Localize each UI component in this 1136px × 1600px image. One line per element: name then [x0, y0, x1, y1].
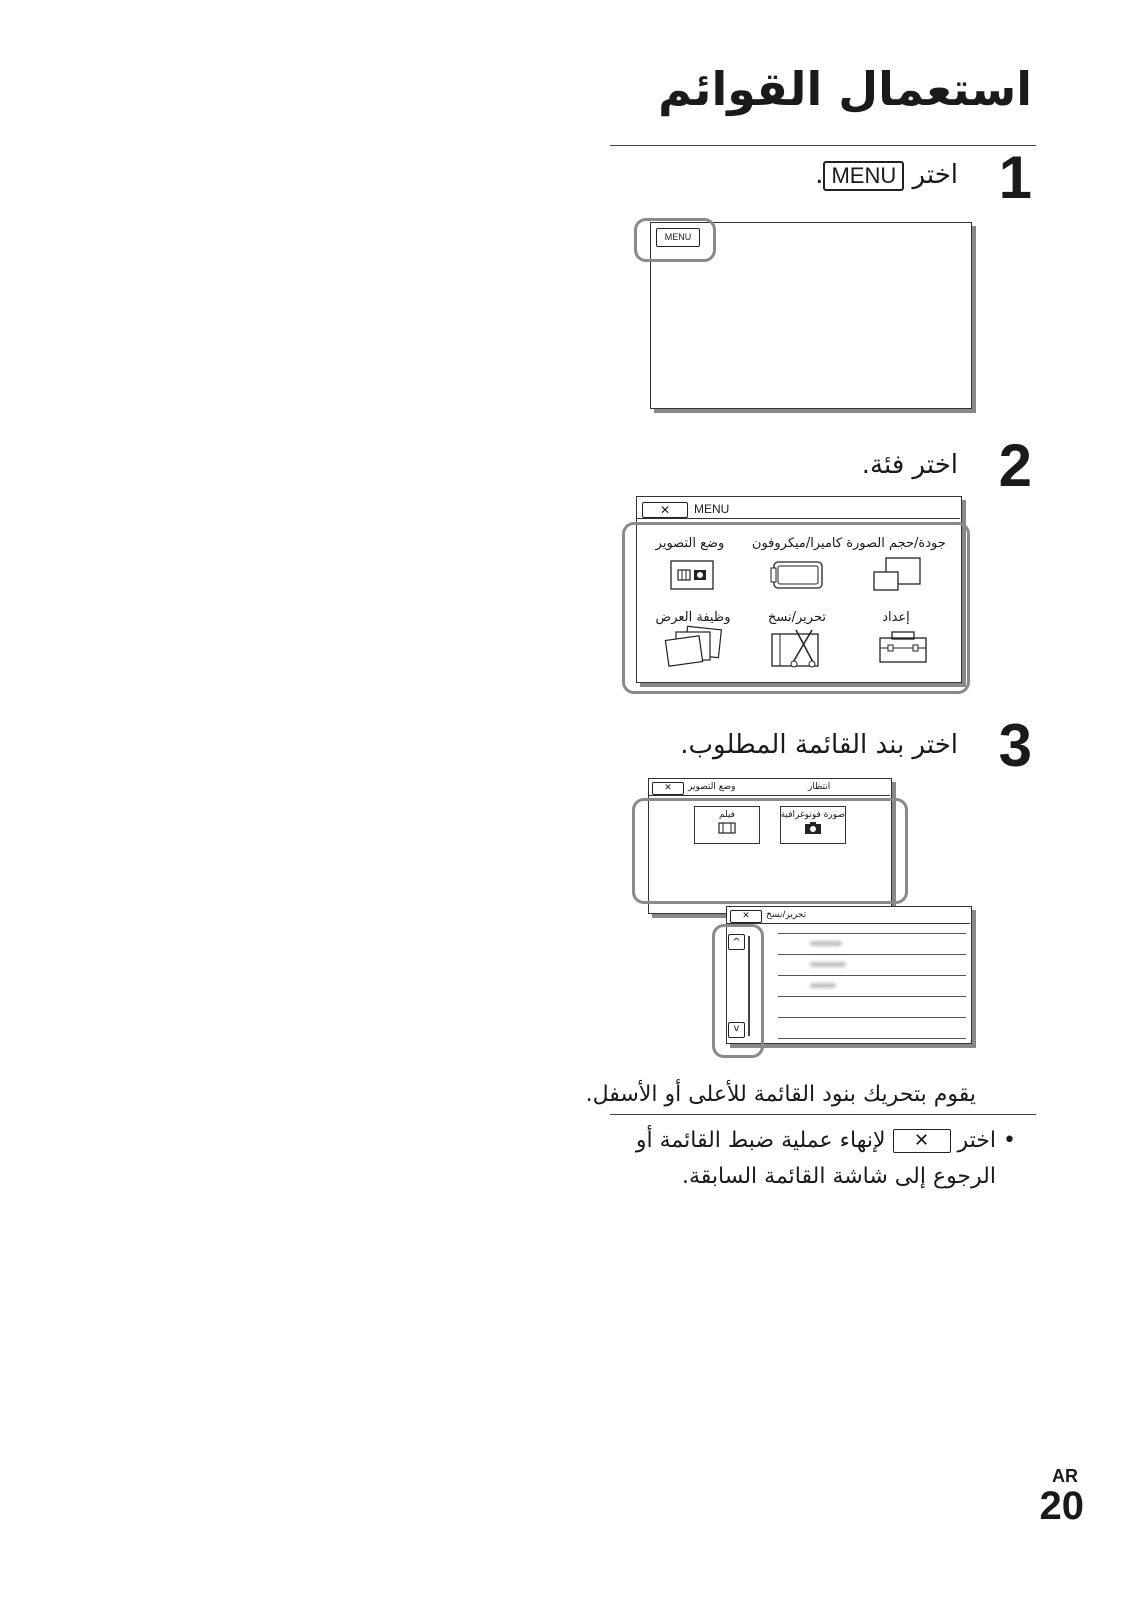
step3-number: 3 — [998, 712, 1032, 779]
list-divider — [778, 996, 966, 997]
screen-a-header — [649, 779, 890, 796]
step3-text: اختر بند القائمة المطلوب. — [680, 730, 958, 760]
screen-a-close-button[interactable]: ✕ — [652, 782, 684, 795]
list-item-blurred[interactable] — [810, 983, 836, 988]
category-setup-label: إعداد — [882, 610, 910, 625]
step2-text: اختر فئة. — [861, 450, 958, 480]
note-rule — [610, 1114, 1036, 1115]
list-divider — [778, 933, 966, 934]
category-shooting-mode-label: وضع التصوير — [655, 536, 725, 551]
step1-end: . — [815, 160, 824, 190]
category-edit-copy-label: تحرير/نسخ — [768, 610, 826, 625]
scroll-up-button[interactable]: ^ — [728, 934, 745, 950]
title-rule — [610, 145, 1036, 146]
note-line1-a: اختر — [957, 1128, 997, 1153]
step1-text: اختر — [912, 160, 958, 190]
category-image-size-label: جودة/حجم الصورة — [846, 536, 946, 551]
note-bullet: • — [1003, 1128, 1016, 1153]
list-item-blurred[interactable] — [810, 941, 842, 946]
page-number: 20 — [1039, 1484, 1084, 1528]
menu-item-photo-label: صورة فوتوغرافية — [780, 810, 845, 820]
page-title: استعمال القوائم — [658, 62, 1032, 116]
list-item-blurred[interactable] — [810, 962, 846, 967]
step2-header-title: MENU — [694, 502, 730, 516]
list-divider — [778, 1017, 966, 1018]
menu-item-movie-label: فيلم — [719, 810, 735, 820]
scroll-down-button[interactable]: v — [728, 1022, 745, 1038]
note-line1-b: لإنهاء عملية ضبط القائمة أو — [635, 1128, 886, 1153]
close-button-glyph: ✕ — [893, 1129, 951, 1153]
screen-menu-button[interactable]: MENU — [656, 228, 700, 247]
step1-number: 1 — [998, 144, 1032, 211]
step1-instruction — [815, 160, 958, 191]
menu-button-glyph: MENU — [823, 161, 904, 191]
step3-highlight-items — [632, 798, 908, 904]
step1-highlight — [634, 218, 716, 262]
list-divider — [778, 1038, 966, 1039]
screen-b-header — [727, 907, 970, 924]
category-camera-mic-label: كاميرا/ميكروفون — [751, 536, 843, 551]
screen-a-title: وضع التصوير — [688, 782, 736, 792]
screen-a-status: انتظار — [808, 782, 831, 792]
step3-highlight-scroll — [712, 924, 764, 1058]
list-divider — [778, 954, 966, 955]
screen-b-title: تحرير/نسخ — [766, 910, 807, 920]
step2-highlight — [622, 522, 970, 694]
screen-b-close-button[interactable]: ✕ — [730, 910, 762, 923]
step2-number: 2 — [998, 432, 1032, 499]
list-divider — [778, 975, 966, 976]
scroll-note: يقوم بتحريك بنود القائمة للأعلى أو الأسفل. — [585, 1082, 976, 1107]
step2-close-button[interactable]: ✕ — [642, 502, 688, 518]
note-line1 — [636, 1128, 1016, 1153]
note-line2: الرجوع إلى شاشة القائمة السابقة. — [681, 1164, 996, 1189]
page-lang: AR — [1052, 1466, 1078, 1486]
category-playback-label: وظيفة العرض — [655, 610, 731, 625]
